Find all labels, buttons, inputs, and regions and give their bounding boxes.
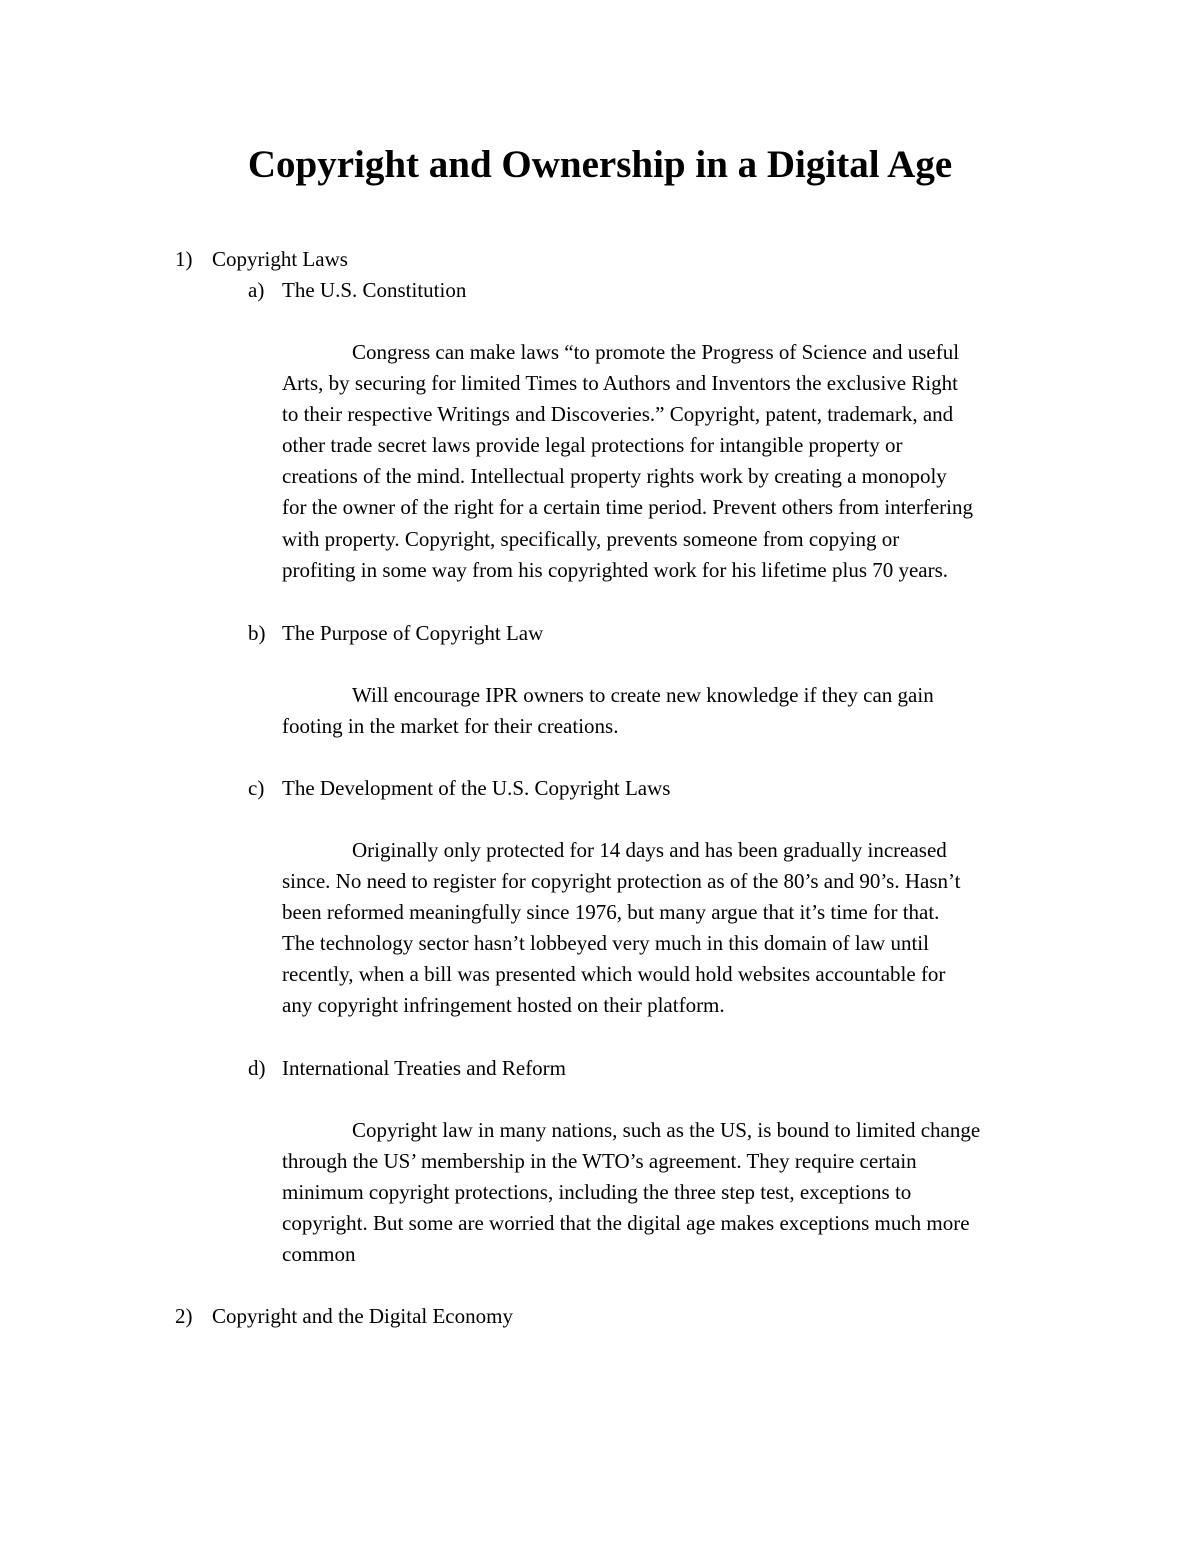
paragraph-line: to their respective Writings and Discoveries.” Copyright, patent, trademark, and [282, 402, 954, 427]
subsection-c-paragraph [282, 835, 1072, 1022]
paragraph-line: through the US’ membership in the WTO’s agreement. They require certain [282, 1149, 917, 1174]
paragraph-line: any copyright infringement hosted on their platform. [282, 993, 725, 1018]
section-2-marker: 2) [175, 1304, 193, 1328]
subsection-d-heading: International Treaties and Reform [282, 1056, 567, 1080]
paragraph-line: creations of the mind. Intellectual property rights work by creating a monopoly [282, 464, 947, 489]
paragraph-line: Originally only protected for 14 days and has been gradually increased [352, 838, 947, 862]
section-2-heading: Copyright and the Digital Economy [212, 1304, 513, 1328]
paragraph-line: for the owner of the right for a certain time period. Prevent others from interfering [282, 495, 974, 520]
paragraph-line: recently, when a bill was presented which would hold websites accountable for [282, 962, 946, 987]
paragraph-line: been reformed meaningfully since 1976, but many argue that it’s time for that. [282, 900, 940, 925]
paragraph-line: Will encourage IPR owners to create new knowledge if they can gain [352, 683, 934, 707]
subsection-d-marker: d) [248, 1056, 266, 1080]
document-title: Copyright and Ownership in a Digital Age [247, 143, 953, 186]
paragraph-line: copyright. But some are worried that the digital age makes exceptions much more [282, 1211, 970, 1236]
subsection-a-heading: The U.S. Constitution [282, 278, 467, 302]
subsection-d-paragraph [282, 1115, 1072, 1270]
paragraph-line: common [282, 1242, 356, 1267]
subsection-c-heading: The Development of the U.S. Copyright Laws [282, 776, 671, 800]
paragraph-line: minimum copyright protections, including the three step test, exceptions to [282, 1180, 912, 1205]
paragraph-line: Copyright law in many nations, such as the US, is bound to limited change [352, 1118, 981, 1142]
paragraph-line: since. No need to register for copyright protection as of the 80’s and 90’s. Hasn’t [282, 869, 961, 894]
subsection-b-marker: b) [248, 621, 266, 645]
subsection-b-heading: The Purpose of Copyright Law [282, 621, 544, 645]
subsection-a-paragraph [282, 337, 1072, 586]
section-1-heading: Copyright Laws [212, 247, 348, 271]
subsection-b-paragraph [282, 680, 1072, 742]
paragraph-line: with property. Copyright, specifically, prevents someone from copying or [282, 526, 900, 551]
subsection-a-marker: a) [248, 278, 265, 302]
paragraph-line: The technology sector hasn’t lobbeyed very much in this domain of law until [282, 931, 929, 956]
paragraph-line: other trade secret laws provide legal protections for intangible property or [282, 433, 903, 458]
paragraph-line: profiting in some way from his copyrighted work for his lifetime plus 70 years. [282, 557, 949, 582]
paragraph-line: Congress can make laws “to promote the Progress of Science and useful [352, 340, 960, 364]
paragraph-line: footing in the market for their creations. [282, 714, 619, 739]
subsection-c-marker: c) [248, 776, 265, 800]
paragraph-line: Arts, by securing for limited Times to Authors and Inventors the exclusive Right [282, 371, 959, 396]
section-1-marker: 1) [175, 247, 193, 271]
